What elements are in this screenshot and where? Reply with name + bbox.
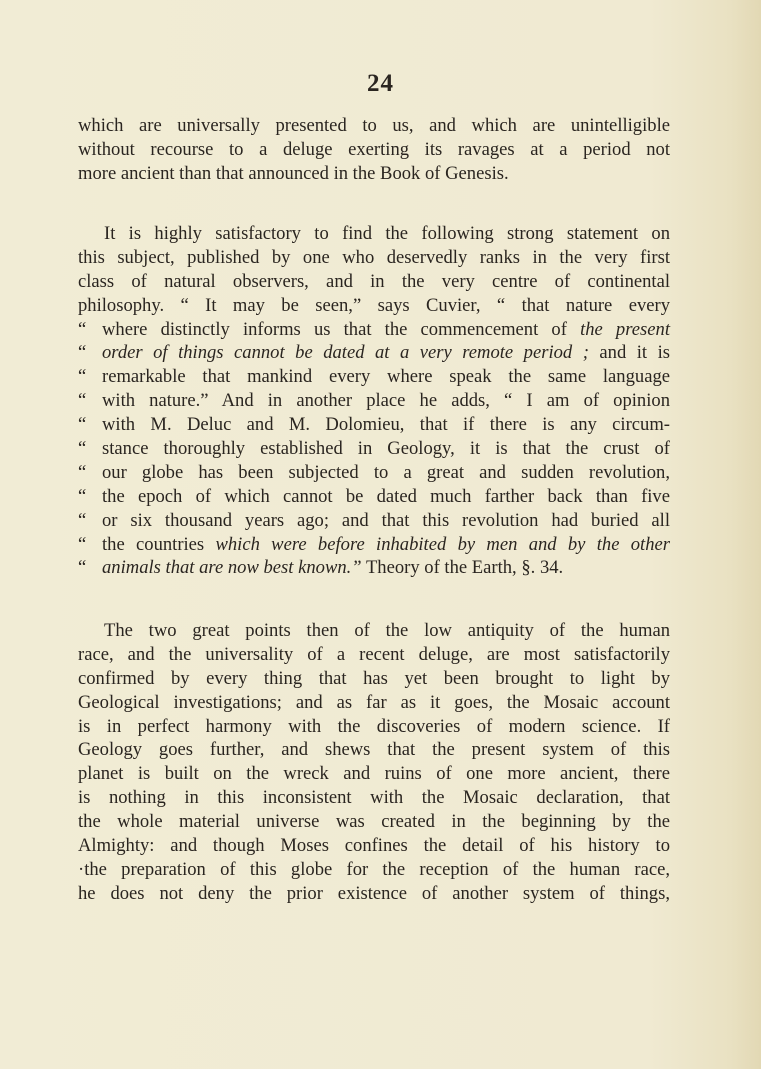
text-line: this subject, published by one who deservedly ranks in the very first xyxy=(78,246,670,268)
cuvier-quotation xyxy=(78,318,670,581)
quote-mark: “ xyxy=(78,557,87,579)
text-line: Geology goes further, and shews that the present system of this xyxy=(78,739,670,761)
quoted-text-line xyxy=(78,485,670,509)
text-line: Geological investigations; and as far as it goes, the Mosaic account xyxy=(78,691,670,713)
italic-segment: order of things cannot be dated at a very remote period ; xyxy=(102,342,589,364)
italic-segment: the present xyxy=(580,318,670,340)
text-segment: the countries xyxy=(102,533,216,555)
paragraph-3 xyxy=(78,619,670,906)
quoted-text-line xyxy=(78,365,670,389)
text-segment: where distinctly informs us that the commencement of xyxy=(102,318,581,340)
quote-mark: “ xyxy=(78,509,87,531)
italic-segment: animals that are now best known.” xyxy=(102,557,362,579)
quote-mark: “ xyxy=(78,533,87,555)
text-segment: or six thousand years ago; and that this revolution had buried all xyxy=(102,509,670,531)
text-line: It is highly satisfactory to find the following strong statement on xyxy=(104,223,670,244)
quoted-text-line xyxy=(78,413,670,437)
quoted-text-line xyxy=(78,556,670,580)
text-line: Almighty: and though Moses confines the detail of his history to xyxy=(78,835,670,857)
quote-mark: “ xyxy=(78,342,87,364)
text-segment: stance thoroughly established in Geology, it is that the crust of xyxy=(102,438,670,460)
text-segment: with M. Deluc and M. Dolomieu, that if there is any circum- xyxy=(102,414,670,436)
quoted-text-line xyxy=(78,341,670,365)
text-line: is in perfect harmony with the discoveries of modern science. If xyxy=(78,715,670,737)
text-line: without recourse to a deluge exerting its ravages at a period not xyxy=(78,138,670,160)
quote-mark: “ xyxy=(78,485,87,507)
text-line: race, and the universality of a recent deluge, are most satisfactorily xyxy=(78,643,670,665)
quote-mark: “ xyxy=(78,438,87,460)
text-segment: the epoch of which cannot be dated much farther back than five xyxy=(102,485,670,507)
text-line: confirmed by every thing that has yet been brought to light by xyxy=(78,667,670,689)
italic-segment: which were before inhabited by men and by the other xyxy=(215,533,670,555)
text-line: class of natural observers, and in the very centre of continental xyxy=(78,270,670,292)
text-line: philosophy. “ It may be seen,” says Cuvier, “ that nature every xyxy=(78,294,670,316)
text-segment: Theory of the Earth, §. 34. xyxy=(361,557,564,579)
text-line: the whole material universe was created in the beginning by the xyxy=(78,811,670,833)
paragraph-2 xyxy=(78,222,670,580)
text-segment: our globe has been subjected to a great and sudden revolution, xyxy=(102,461,670,483)
text-line: ·the preparation of this globe for the reception of the human race, xyxy=(78,858,670,880)
quoted-text-line xyxy=(78,437,670,461)
quoted-text-line xyxy=(78,533,670,557)
text-line: he does not deny the prior existence of another system of things, xyxy=(78,882,670,904)
page-number: 24 xyxy=(367,70,394,97)
quoted-text-line xyxy=(78,509,670,533)
quoted-text-line xyxy=(78,461,670,485)
quote-mark: “ xyxy=(78,366,87,388)
quote-mark: “ xyxy=(78,318,87,340)
quote-mark: “ xyxy=(78,390,87,412)
text-segment: remarkable that mankind every where speak the same language xyxy=(102,366,670,388)
text-line: is nothing in this inconsistent with the Mosaic declaration, that xyxy=(78,787,670,809)
text-line: The two great points then of the low antiquity of the human xyxy=(104,620,670,641)
quoted-text-line xyxy=(78,389,670,413)
quote-mark: “ xyxy=(78,461,87,483)
text-segment: with nature.” And in another place he adds, “ I am of opinion xyxy=(102,390,670,412)
quoted-text-line xyxy=(78,318,670,342)
quote-mark: “ xyxy=(78,414,87,436)
paragraph-1 xyxy=(78,114,670,186)
text-line: more ancient than that announced in the Book of Genesis. xyxy=(78,162,509,184)
text-line: planet is built on the wreck and ruins of one more ancient, there xyxy=(78,763,670,785)
text-line: which are universally presented to us, and which are unintelligible xyxy=(78,115,670,136)
text-segment: and it is xyxy=(588,342,670,364)
